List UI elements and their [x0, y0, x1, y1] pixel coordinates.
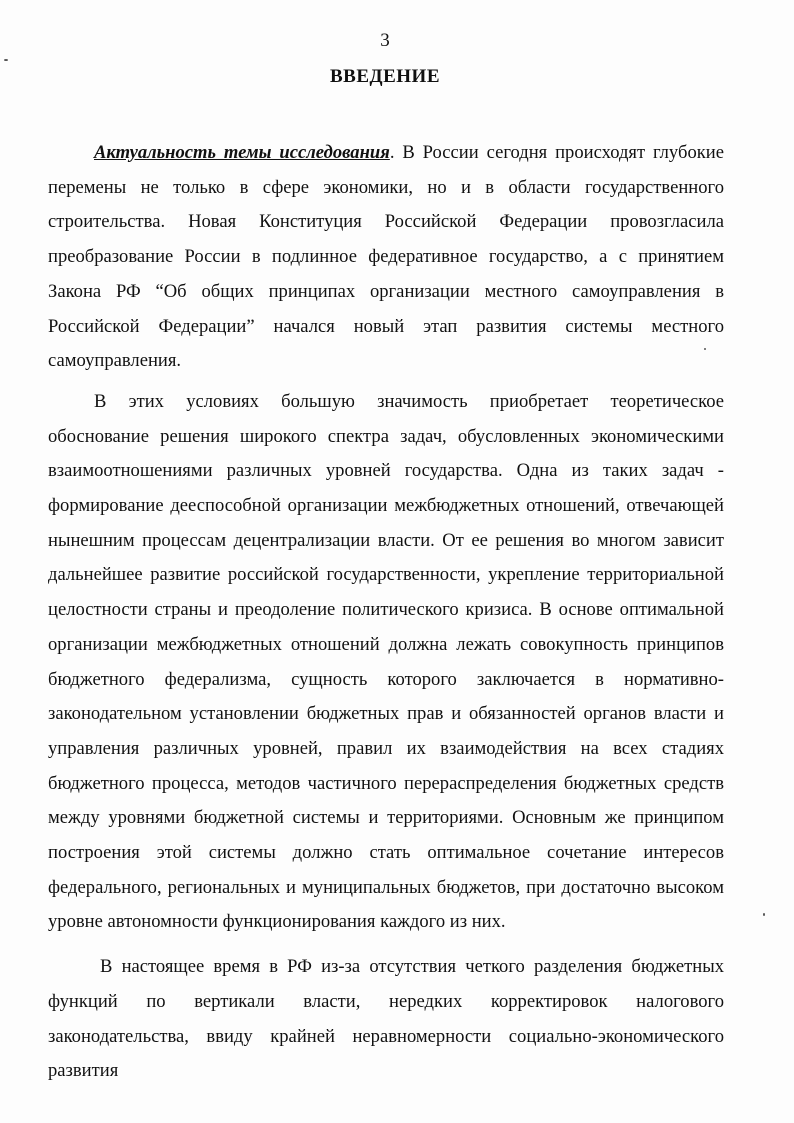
page-number: 3	[380, 30, 390, 51]
paragraph-text: . В России сегодня происходят глубокие перемены не только в сфере экономики, но и в области государственного строительства. Новая Конституция Российской Федерации провозгласила преобразование России в подлинное федеративное государство, а с принятием Закона РФ “Об общих принципах организации местного самоуправления в Российской Федерации” начался новый этап развития системы местного самоуправления.	[48, 142, 724, 372]
scan-speck	[704, 348, 706, 350]
scan-speck	[763, 913, 765, 916]
paragraph-current-state: В настоящее время в РФ из-за отсутствия четкого разделения бюджетных функций по вертикали власти, нередких корректировок налогового законодательства, ввиду крайней неравномерности социально-экономического развития	[48, 956, 724, 1082]
document-body	[48, 136, 724, 1095]
page-title: ВВЕДЕНИЕ	[330, 66, 440, 87]
paragraph-relevance	[48, 136, 724, 379]
paragraph-conditions: В этих условиях большую значимость приобретает теоретическое обоснование решения широкого спектра задач, обусловленных экономическими взаимоотношениями различных уровней государства. Одна из таких задач - формирование дееспособной организации межбюджетных отношений, отвечающей нынешним процессам децентрализации власти. От ее решения во многом зависит дальнейшее развитие российской государственности, укрепление территориальной целостности страны и преодоление политического кризиса. В основе оптимальной организации межбюджетных отношений должна лежать совокупность принципов бюджетного федерализма, сущность которого заключается в нормативно-законодательном установлении бюджетных прав и обязанностей органов власти и управления различных уровней, правил их взаимодействия на всех стадиях бюджетного процесса, методов частичного перераспределения бюджетных средств между уровнями бюджетной системы и территориями. Основным же принципом построения этой системы должно стать оптимальное сочетание интересов федерального, региональных и муниципальных бюджетов, при достаточно высоком уровне автономности функционирования каждого из них.	[48, 390, 724, 933]
scan-speck	[4, 59, 8, 61]
paragraph-lead: Актуальность темы исследования	[94, 142, 390, 163]
